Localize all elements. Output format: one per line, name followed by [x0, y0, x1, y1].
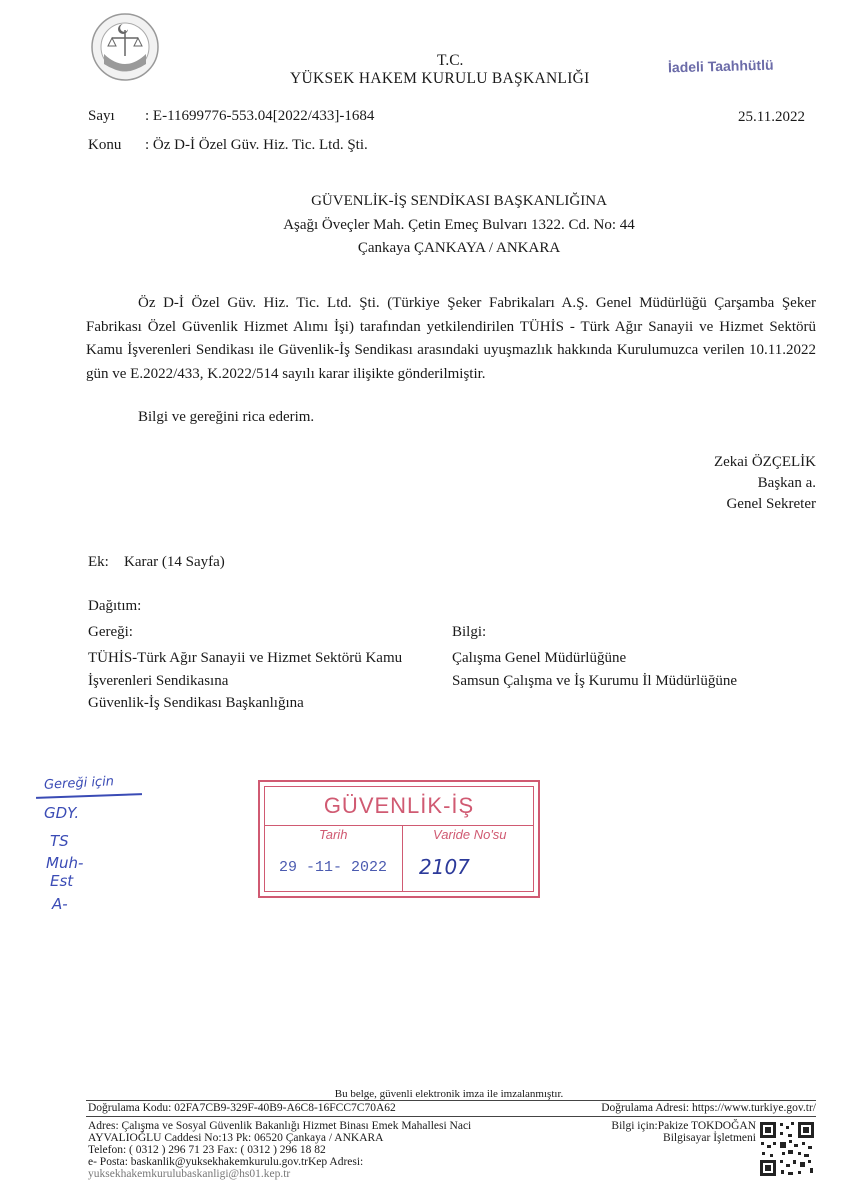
- konu-value: : Öz D-İ Özel Güv. Hiz. Tic. Ltd. Şti.: [145, 137, 368, 153]
- footer-divider-bottom: [86, 1116, 816, 1117]
- footer-kep-address[interactable]: yuksekhakemkurulubaskanligi@hs01.kep.tr: [88, 1168, 291, 1180]
- receipt-stamp-title: GÜVENLİK-İŞ: [323, 793, 475, 818]
- addressee-city: Çankaya ÇANKAYA / ANKARA: [357, 240, 561, 256]
- handwritten-note-3: TS: [50, 832, 69, 850]
- geregi-line-1: TÜHİS-Türk Ağır Sanayii ve Hizmet Sektörü Kamu: [88, 650, 403, 666]
- receipt-stamp-number: 2107: [419, 855, 470, 879]
- footer-email[interactable]: e- Posta: baskanlik@yuksekhakemkurulu.gov.trKep Adresi:: [88, 1156, 364, 1168]
- receipt-stamp-inner: [264, 786, 534, 892]
- handwritten-note-5: Est: [50, 872, 74, 890]
- signatory-title-2: Genel Sekreter: [726, 496, 816, 512]
- handwritten-underline: [36, 793, 142, 798]
- e-signature-note: Bu belge, güvenli elektronik imza ile imzalanmıştır.: [334, 1088, 564, 1100]
- footer-phone: Telefon: ( 0312 ) 296 71 23 Fax: ( 0312 ) 296 18 82: [88, 1144, 326, 1156]
- footer-divider-top: [86, 1100, 816, 1101]
- attachment-label: Ek:: [88, 554, 109, 570]
- footer-info-title: Bilgisayar İşletmeni: [663, 1132, 756, 1144]
- receipt-stamp-column-divider: [402, 825, 403, 891]
- handwritten-note-2: GDY.: [44, 804, 80, 822]
- konu-label: Konu: [88, 137, 122, 153]
- addressee-name: GÜVENLİK-İŞ SENDİKASI BAŞKANLIĞINA: [311, 193, 607, 209]
- distribution-heading: Dağıtım:: [88, 598, 142, 614]
- receipt-stamp: [258, 780, 540, 898]
- geregi-line-2: İşverenleri Sendikasına: [88, 673, 229, 689]
- attachment-value: Karar (14 Sayfa): [124, 554, 225, 570]
- receipt-stamp-date-header: Tarih: [319, 827, 348, 842]
- footer-info-person: Bilgi için:Pakize TOKDOĞAN: [611, 1120, 756, 1132]
- handwritten-note-1: Gereği için: [43, 774, 115, 793]
- registered-mail-stamp: İadeli Taahhütlü: [667, 56, 774, 76]
- signatory-title-1: Başkan a.: [757, 475, 816, 491]
- institution-logo: [90, 12, 160, 82]
- handwritten-note-4: Muh-: [46, 854, 84, 872]
- bilgi-line-2: Samsun Çalışma ve İş Kurumu İl Müdürlüğüne: [452, 673, 737, 689]
- sayi-value: : E-11699776-553.04[2022/433]-1684: [145, 108, 375, 124]
- signatory-name: Zekai ÖZÇELİK: [713, 454, 816, 470]
- footer-address-line-2: AYVALIOĞLU Caddesi No:13 Pk: 06520 Çankaya / ANKARA: [88, 1132, 384, 1144]
- bilgi-line-1: Çalışma Genel Müdürlüğüne: [452, 650, 627, 666]
- receipt-stamp-number-header: Varide No'su: [433, 827, 507, 842]
- verification-address[interactable]: Doğrulama Adresi: https://www.turkiye.gov.tr/: [601, 1102, 816, 1114]
- receipt-stamp-divider: [265, 825, 533, 826]
- geregi-line-3: Güvenlik-İş Sendikası Başkanlığına: [88, 695, 304, 711]
- body-paragraph: Öz D-İ Özel Güv. Hiz. Tic. Ltd. Şti. (Türkiye Şeker Fabrikaları A.Ş. Genel Müdürlüğü Çarşamba Şeker Fabrikası Özel Güvenlik Hizmet Alımı İşi) tarafından yetkilendirilen TÜHİS - Türk Ağır Sanayii ve Hizmet Sektörü Kamu İşverenleri Sendikası ile Güvenlik-İş Sendikası arasındaki uyuşmazlık hakkında Kurulumuzca verilen 10.11.2022 gün ve E.2022/433, K.2022/514 sayılı karar ilişikte gönderilmiştir.: [86, 295, 816, 382]
- geregi-label: Gereği:: [88, 624, 133, 640]
- handwritten-note-6: A-: [52, 895, 68, 913]
- qr-code-icon: [758, 1120, 816, 1178]
- verification-code: Doğrulama Kodu: 02FA7CB9-329F-40B9-A6C8-16FCC7C70A62: [88, 1102, 396, 1114]
- footer-address-line-1: Adres: Çalışma ve Sosyal Güvenlik Bakanlığı Hizmet Binası Emek Mahallesi Naci: [88, 1120, 472, 1132]
- header-organization: YÜKSEK HAKEM KURULU BAŞKANLIĞI: [290, 70, 590, 87]
- document-date: 25.11.2022: [738, 109, 805, 125]
- closing-line: Bilgi ve gereğini rica ederim.: [138, 409, 315, 425]
- sayi-label: Sayı: [88, 108, 115, 124]
- header-tc: T.C.: [437, 52, 464, 69]
- receipt-stamp-date: 29 -11- 2022: [279, 859, 388, 876]
- bilgi-label: Bilgi:: [452, 624, 487, 640]
- addressee-street: Aşağı Öveçler Mah. Çetin Emeç Bulvarı 1322. Cd. No: 44: [283, 217, 635, 233]
